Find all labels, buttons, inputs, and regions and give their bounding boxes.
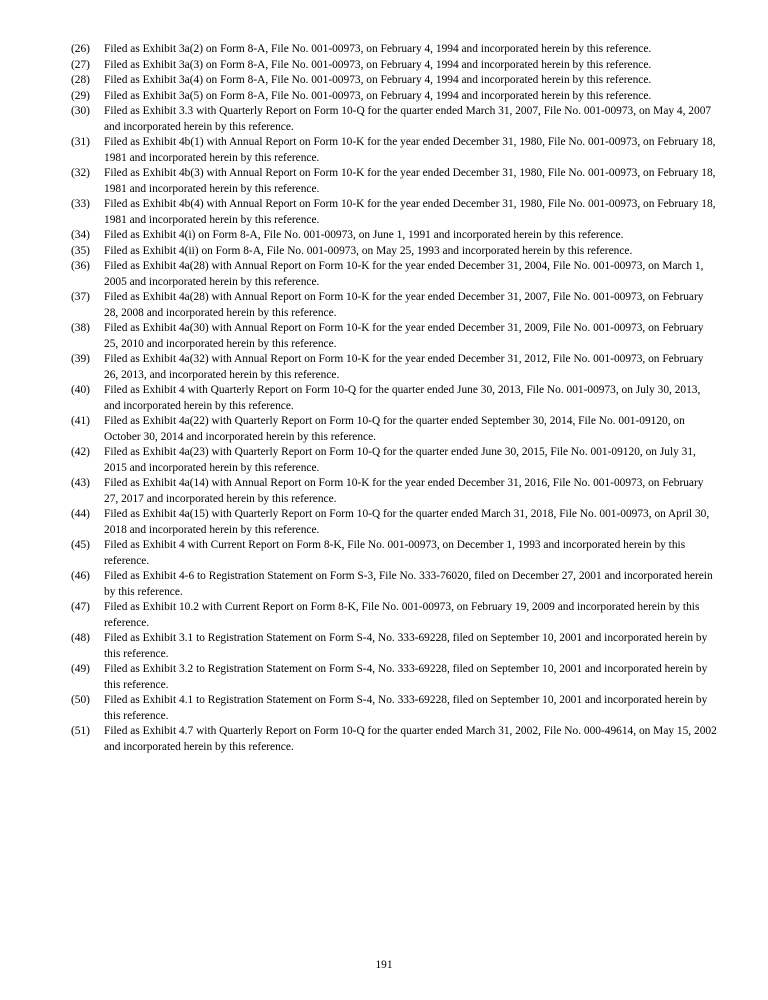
footnote-item (71, 321, 719, 352)
footnote-item (71, 228, 719, 244)
footnote-number: (30) (71, 105, 90, 117)
footnote-number: (45) (71, 539, 90, 551)
footnote-number: (33) (71, 198, 90, 210)
footnote-item (71, 476, 719, 507)
footnote-item (71, 197, 719, 228)
footnote-item (71, 631, 719, 662)
footnote-text: Filed as Exhibit 4b(1) with Annual Report on Form 10-K for the year ended December 31, 1980, File No. 001-00973, on February 18, 1981 and incorporated herein by this reference. (104, 136, 716, 164)
footnote-number: (34) (71, 229, 90, 241)
footnote-text: Filed as Exhibit 4a(15) with Quarterly Report on Form 10-Q for the quarter ended March 31, 2018, File No. 001-00973, on April 30, 2018 and incorporated herein by this reference. (104, 508, 710, 536)
footnote-number: (44) (71, 508, 90, 520)
footnote-number: (29) (71, 89, 90, 102)
footnote-text: Filed as Exhibit 4(ii) on Form 8-A, File No. 001-00973, on May 25, 1993 and incorporated herein by this reference. (104, 244, 633, 257)
footnote-text: Filed as Exhibit 4.7 with Quarterly Report on Form 10-Q for the quarter ended March 31, 2002, File No. 000-49614, on May 15, 2002 and incorporated herein by this reference. (104, 725, 717, 753)
footnote-item (71, 693, 719, 724)
footnote-text: Filed as Exhibit 4(i) on Form 8-A, File No. 001-00973, on June 1, 1991 and incorporated herein by this reference. (104, 229, 624, 241)
footnote-item (71, 383, 719, 414)
footnote-number: (41) (71, 415, 90, 427)
footnote-text: Filed as Exhibit 3a(2) on Form 8-A, File No. 001-00973, on February 4, 1994 and incorporated herein by this reference. (104, 43, 652, 55)
footnote-item (71, 507, 719, 538)
footnote-text: Filed as Exhibit 4b(4) with Annual Report on Form 10-K for the year ended December 31, 1980, File No. 001-00973, on February 18, 1981 and incorporated herein by this reference. (104, 198, 716, 226)
footnote-item (71, 89, 719, 105)
footnote-text: Filed as Exhibit 4 with Quarterly Report on Form 10-Q for the quarter ended June 30, 2013, File No. 001-00973, on July 30, 2013, and incorporated herein by this reference. (104, 384, 701, 412)
footnote-item (71, 662, 719, 693)
footnote-text: Filed as Exhibit 10.2 with Current Report on Form 8-K, File No. 001-00973, on February 19, 2009 and incorporated herein by this reference. (104, 601, 700, 629)
footnote-item (71, 538, 719, 569)
footnote-text: Filed as Exhibit 4.1 to Registration Statement on Form S-4, No. 333-69228, filed on September 10, 2001 and incorporated herein by this reference. (104, 694, 708, 722)
footnote-text: Filed as Exhibit 4a(23) with Quarterly Report on Form 10-Q for the quarter ended June 30, 2015, File No. 001-09120, on July 31, 2015 and incorporated herein by this reference. (104, 446, 696, 474)
footnote-number: (28) (71, 74, 90, 86)
footnote-text: Filed as Exhibit 3a(4) on Form 8-A, File No. 001-00973, on February 4, 1994 and incorporated herein by this reference. (104, 74, 652, 86)
footnote-number: (27) (71, 58, 90, 71)
footnote-number: (49) (71, 663, 90, 675)
footnote-item (71, 259, 719, 290)
footnote-text: Filed as Exhibit 4a(28) with Annual Report on Form 10-K for the year ended December 31, 2007, File No. 001-00973, on February 28, 2008 and incorporated herein by this reference. (104, 291, 704, 319)
footnote-text: Filed as Exhibit 4a(14) with Annual Report on Form 10-K for the year ended December 31, 2016, File No. 001-00973, on February 27, 2017 and incorporated herein by this reference. (104, 477, 704, 505)
footnote-number: (50) (71, 694, 90, 706)
footnote-number: (35) (71, 244, 90, 257)
footnote-number: (31) (71, 136, 90, 148)
footnote-text: Filed as Exhibit 4a(32) with Annual Report on Form 10-K for the year ended December 31, 2012, File No. 001-00973, on February 26, 2013, and incorporated herein by this reference. (104, 353, 704, 381)
footnote-item (71, 73, 719, 89)
footnote-text: Filed as Exhibit 3.2 to Registration Statement on Form S-4, No. 333-69228, filed on September 10, 2001 and incorporated herein by this reference. (104, 663, 708, 691)
footnote-number: (42) (71, 446, 90, 458)
footnote-number: (39) (71, 353, 90, 365)
footnote-number: (36) (71, 260, 90, 272)
footnote-number: (32) (71, 167, 90, 179)
footnote-item (71, 445, 719, 476)
footnote-item (71, 244, 719, 260)
footnote-item (71, 600, 719, 631)
footnote-number: (37) (71, 291, 90, 303)
footnote-number: (26) (71, 43, 90, 55)
footnote-text: Filed as Exhibit 3.1 to Registration Statement on Form S-4, No. 333-69228, filed on September 10, 2001 and incorporated herein by this reference. (104, 632, 708, 660)
footnote-number: (51) (71, 725, 90, 737)
footnote-item (71, 414, 719, 445)
footnote-text: Filed as Exhibit 4b(3) with Annual Report on Form 10-K for the year ended December 31, 1980, File No. 001-00973, on February 18, 1981 and incorporated herein by this reference. (104, 167, 716, 195)
page-number: 191 (375, 959, 393, 971)
footnote-text: Filed as Exhibit 4a(30) with Annual Report on Form 10-K for the year ended December 31, 2009, File No. 001-00973, on February 25, 2010 and incorporated herein by this reference. (104, 322, 704, 350)
footnote-text: Filed as Exhibit 4 with Current Report on Form 8-K, File No. 001-00973, on December 1, 1993 and incorporated herein by this reference. (104, 539, 686, 567)
footnote-item (71, 724, 719, 755)
footnote-item (71, 290, 719, 321)
footnote-text: Filed as Exhibit 4a(28) with Annual Report on Form 10-K for the year ended December 31, 2004, File No. 001-00973, on March 1, 2005 and incorporated herein by this reference. (104, 260, 704, 288)
footnote-item (71, 58, 719, 74)
footnote-text: Filed as Exhibit 4-6 to Registration Statement on Form S-3, File No. 333-76020, filed on December 27, 2001 and incorporated herein by this reference. (104, 570, 713, 598)
footnote-item (71, 135, 719, 166)
footnote-text: Filed as Exhibit 3a(5) on Form 8-A, File No. 001-00973, on February 4, 1994 and incorporated herein by this reference. (104, 89, 652, 102)
footnote-text: Filed as Exhibit 3.3 with Quarterly Report on Form 10-Q for the quarter ended March 31, 2007, File No. 001-00973, on May 4, 2007 and incorporated herein by this reference. (104, 105, 712, 133)
footnote-text: Filed as Exhibit 4a(22) with Quarterly Report on Form 10-Q for the quarter ended September 30, 2014, File No. 001-09120, on October 30, 2014 and incorporated herein by this reference. (104, 415, 685, 443)
footnote-number: (43) (71, 477, 90, 489)
footnote-number: (48) (71, 632, 90, 644)
footnote-item (71, 569, 719, 600)
footnote-number: (38) (71, 322, 90, 334)
footnote-item (71, 352, 719, 383)
footnote-number: (40) (71, 384, 90, 396)
footnote-number: (47) (71, 601, 90, 613)
footnote-item (71, 104, 719, 135)
footnote-list (71, 42, 719, 755)
footnote-text: Filed as Exhibit 3a(3) on Form 8-A, File No. 001-00973, on February 4, 1994 and incorporated herein by this reference. (104, 58, 652, 71)
footnote-number: (46) (71, 570, 90, 582)
footnote-item (71, 42, 719, 58)
footnote-item (71, 166, 719, 197)
